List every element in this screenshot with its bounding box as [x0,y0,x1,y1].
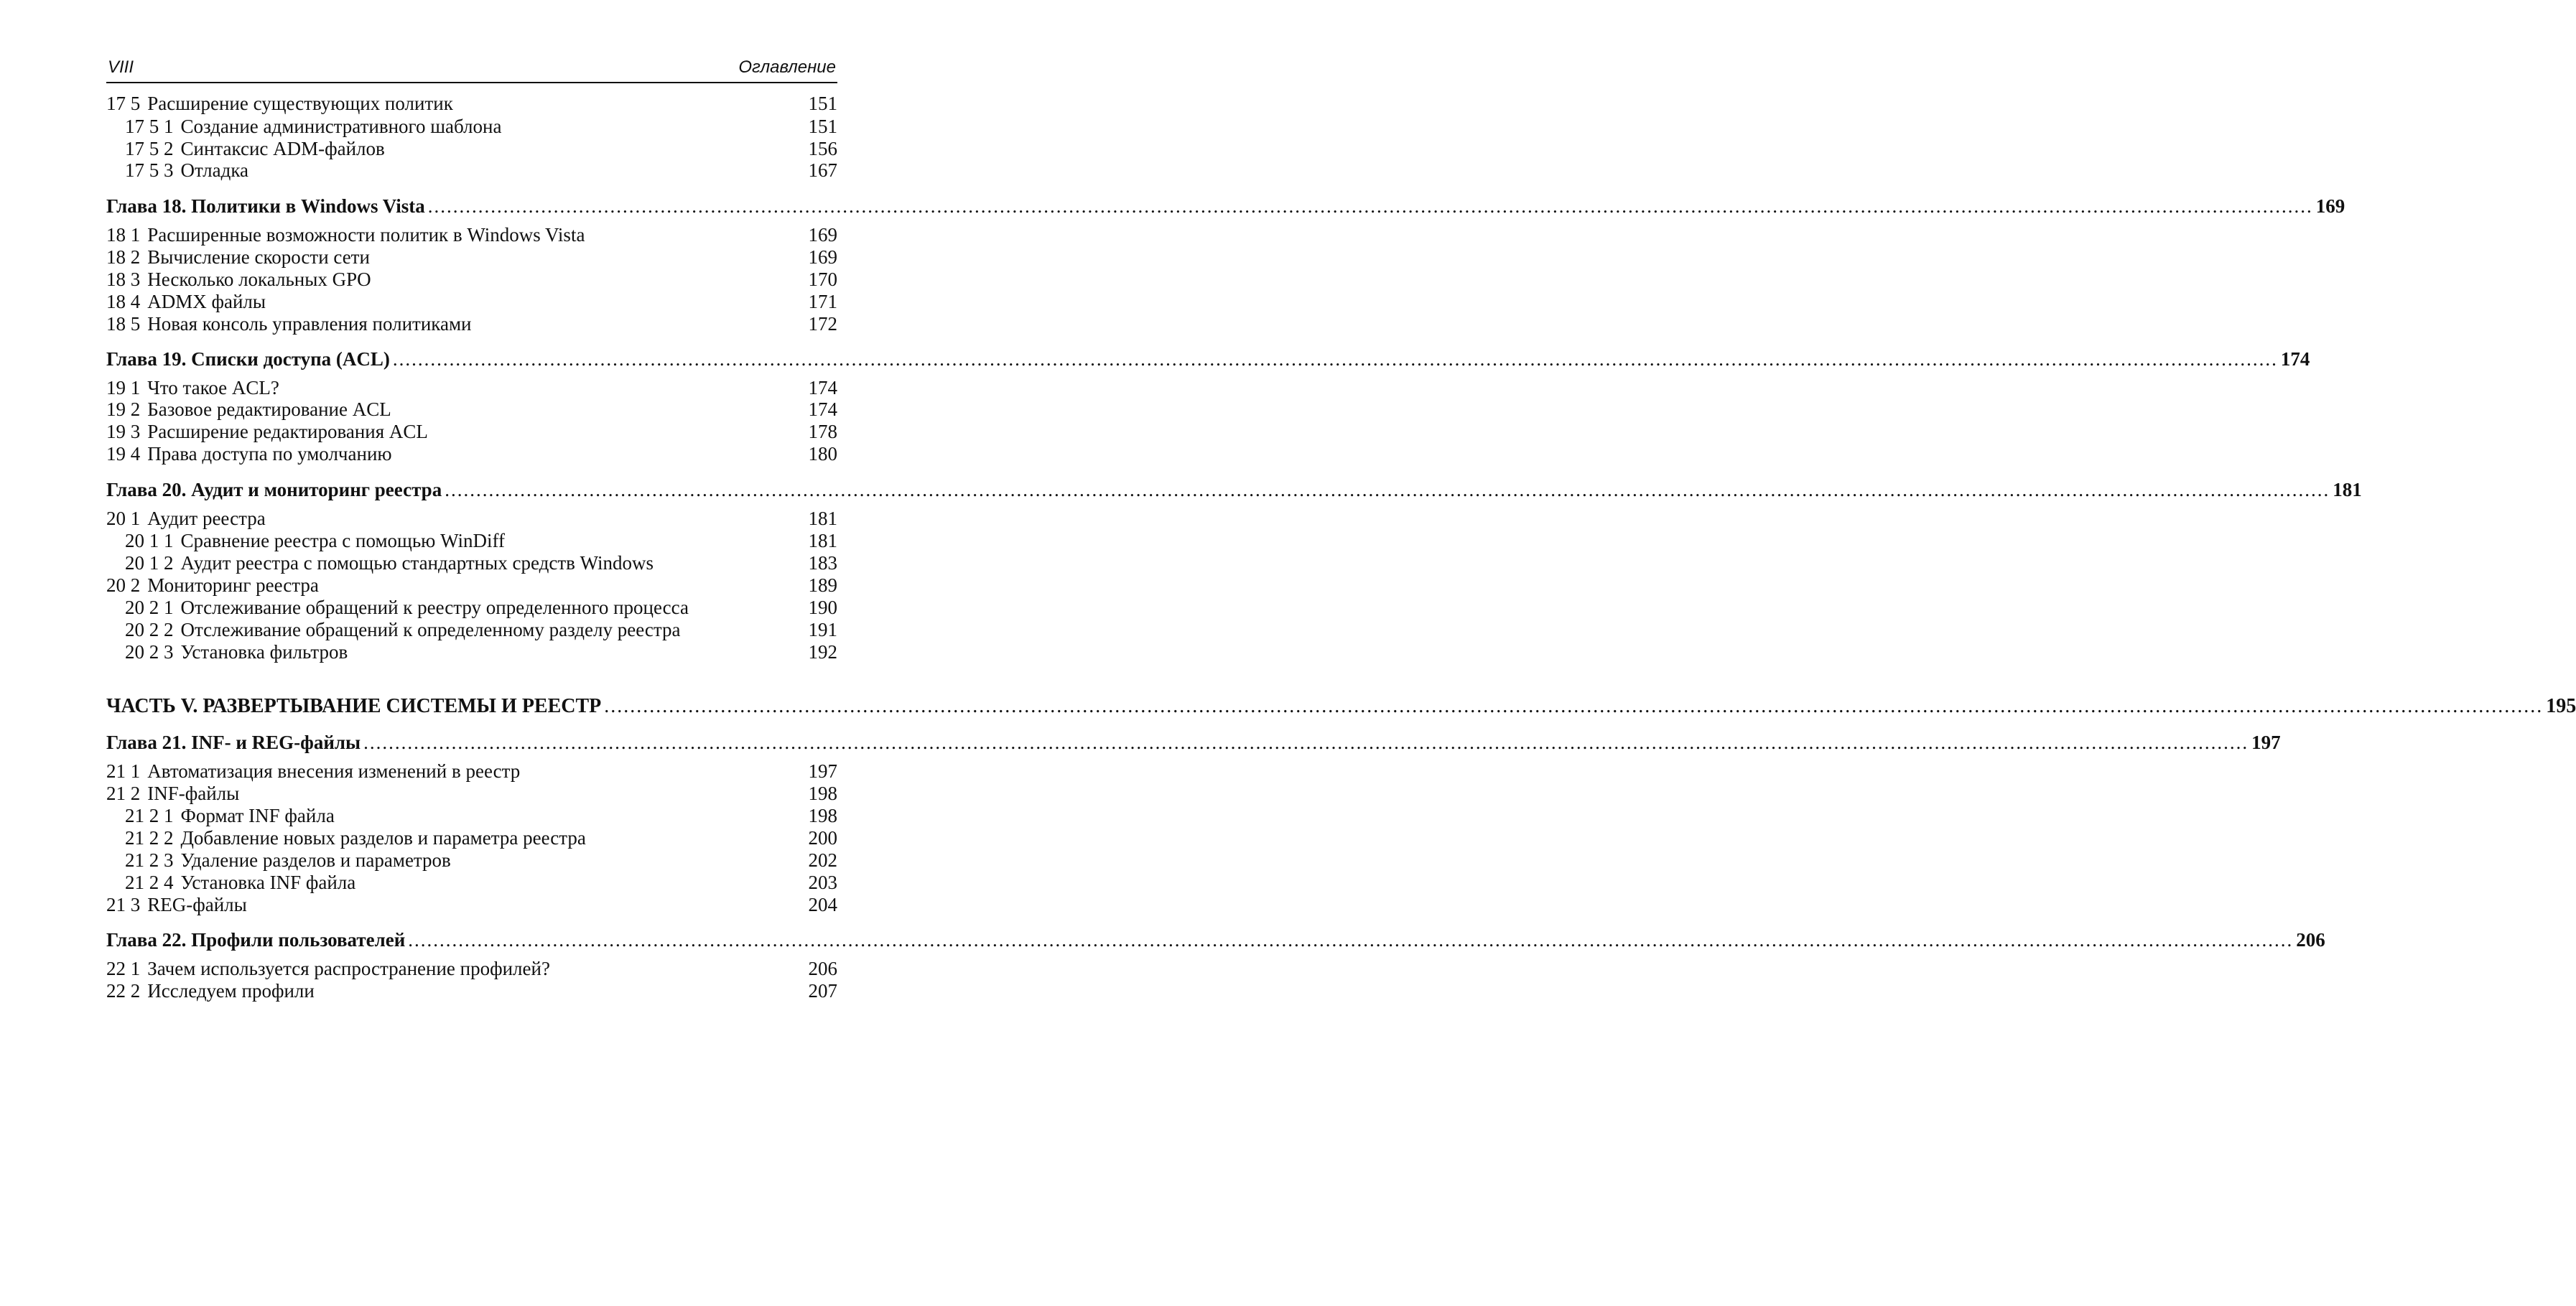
toc-entry-number: 17 5 2 [125,138,174,159]
toc-entry-number: 21 2 3 [125,849,174,871]
toc-entry-title: Мониторинг реестра [147,574,319,596]
toc-entry-title: Расширение редактирования ACL [147,421,428,442]
toc-entry-page: 156 [808,138,837,159]
toc-entry-page: 191 [808,619,837,640]
toc-entry-number: 20 2 [106,574,141,596]
dot-leader: ............................................................................................................................................................................................................................................................................................................ [604,695,2544,717]
toc-entry-page: 183 [808,552,837,574]
toc-subsection [125,639,837,665]
toc-entry-number: 21 1 [106,760,141,782]
toc-entry-number: 18 3 [106,269,141,290]
toc-entry-title: Зачем используется распространение профилей? [147,958,550,979]
toc-leader-line [106,729,2281,755]
toc-section [106,978,837,1004]
toc-entry-page: 197 [808,760,837,782]
toc-entry-page: 174 [808,398,837,420]
toc-entry-title: Глава 19. Списки доступа (ACL) [106,348,390,370]
toc-entry-page: 169 [808,224,837,246]
toc-entry-title: ADMX файлы [147,291,266,312]
toc-section [106,90,837,116]
toc-entry-page: 192 [808,641,837,663]
toc-chapter-heading [106,729,2281,755]
toc-entry-number: 21 3 [106,894,141,915]
toc-entry-number: 17 5 1 [125,116,174,137]
toc-entry-title: Вычисление скорости сети [147,246,370,268]
toc-entry-title: Синтаксис ADM-файлов [180,138,385,159]
toc-leader-line [106,477,2362,503]
header-page-number: VIII [108,57,134,77]
toc-entry-title: REG-файлы [147,894,247,915]
toc-entry-number: 17 5 3 [125,159,174,181]
toc-entry-page: 151 [808,93,837,114]
toc-entry-number: 20 1 2 [125,552,174,574]
toc-chapter-heading [106,477,2362,503]
toc-entry-page: 207 [808,980,837,1002]
running-header [106,56,837,83]
toc-leader-line [106,193,2345,219]
toc-entry-number: 21 2 2 [125,827,174,849]
toc-entry-title: Права доступа по умолчанию [147,443,392,465]
toc-entry-title: Создание административного шаблона [180,116,502,137]
toc-entry-title: Аудит реестра [147,508,266,529]
toc-entry-number: 21 2 1 [125,805,174,826]
toc-section [106,441,837,467]
toc-entry-number: 22 2 [106,980,141,1002]
toc-entry-page: 198 [808,805,837,826]
toc-entry-title: Добавление новых разделов и параметра реестра [180,827,586,849]
toc-entry-number: 19 2 [106,398,141,420]
toc-entry-page: 202 [808,849,837,871]
toc-entry-number: 19 3 [106,421,141,442]
toc-entry-number: 21 2 [106,783,141,804]
toc-entry-title: ЧАСТЬ V. РАЗВЕРТЫВАНИЕ СИСТЕМЫ И РЕЕСТР [106,695,602,717]
toc-entry-title: INF-файлы [147,783,240,804]
toc-leader-line [106,694,2576,719]
toc-entry-page: 172 [808,313,837,335]
toc-entry-page: 170 [808,269,837,290]
toc-entry-title: Базовое редактирование ACL [147,398,391,420]
toc-entry-title: Расширение существующих политик [147,93,453,114]
toc-entry-title: Глава 21. INF- и REG-файлы [106,732,361,753]
toc-entry-page: 197 [2251,732,2281,753]
toc-entry-number: 20 2 2 [125,619,174,640]
toc-entry-page: 180 [808,443,837,465]
toc-entry-page: 198 [808,783,837,804]
dot-leader: ............................................................................................................................................................................................................................................................................................................ [408,929,2294,951]
toc-entry-title: Удаление разделов и параметров [180,849,451,871]
toc-entry-number: 22 1 [106,958,141,979]
dot-leader: ............................................................................................................................................................................................................................................................................................................ [363,732,2249,753]
toc-entry-page: 181 [808,508,837,529]
toc-entry-page: 151 [808,116,837,137]
toc-entry-page: 174 [808,377,837,398]
toc-entry-page: 169 [2315,195,2345,217]
toc-entry-number: 21 2 4 [125,872,174,893]
toc-chapter-heading [106,193,2345,219]
toc-section [106,892,837,918]
dot-leader: ............................................................................................................................................................................................................................................................................................................ [445,479,2330,500]
toc-entry-number: 20 2 3 [125,641,174,663]
toc-entry-number: 18 1 [106,224,141,246]
toc-entry-title: Аудит реестра с помощью стандартных средств Windows [180,552,654,574]
toc-entry-title: Отслеживание обращений к определенному разделу реестра [180,619,681,640]
toc-leader-line [106,346,2310,372]
toc-chapter-heading [106,346,2310,372]
toc-subsection [125,157,837,183]
toc-entry-page: 204 [808,894,837,915]
toc-entry-title: Глава 18. Политики в Windows Vista [106,195,425,217]
toc-entry-number: 18 5 [106,313,141,335]
toc-entry-title: Формат INF файла [180,805,335,826]
toc-entry-number: 20 1 1 [125,530,174,551]
toc-entry-title: Исследуем профили [147,980,315,1002]
toc-entry-page: 195 [2546,695,2576,717]
toc-entry-page: 174 [2280,348,2310,370]
toc-entry-page: 190 [808,597,837,618]
toc-entry-page: 203 [808,872,837,893]
toc-section [106,311,837,337]
toc-entry-page: 171 [808,291,837,312]
toc-entry-number: 18 2 [106,246,141,268]
toc-entry-number: 20 2 1 [125,597,174,618]
toc-entry-title: Сравнение реестра с помощью WinDiff [180,530,505,551]
header-section-title: Оглавление [738,57,836,77]
toc-entry-title: Установка фильтров [180,641,348,663]
toc-entry-title: Отслеживание обращений к реестру определенного процесса [180,597,689,618]
toc-entry-page: 167 [808,159,837,181]
toc-entry-number: 19 4 [106,443,141,465]
toc-entry-page: 200 [808,827,837,849]
toc-entry-page: 169 [808,246,837,268]
toc-entry-number: 17 5 [106,93,141,114]
toc-entry-page: 206 [808,958,837,979]
dot-leader: ............................................................................................................................................................................................................................................................................................................ [392,348,2278,370]
toc-entry-title: Глава 20. Аудит и мониторинг реестра [106,479,442,500]
toc-entry-title: Автоматизация внесения изменений в реестр [147,760,521,782]
toc-entry-title: Что такое ACL? [147,377,279,398]
toc-chapter-heading [106,927,2325,953]
toc-entry-title: Глава 22. Профили пользователей [106,929,406,951]
toc-entry-title: Установка INF файла [180,872,356,893]
toc-entry-title: Новая консоль управления политиками [147,313,472,335]
toc-entry-page: 206 [2296,929,2325,951]
toc-entry-number: 18 4 [106,291,141,312]
toc-entry-page: 189 [808,574,837,596]
toc-entry-title: Отладка [180,159,249,181]
toc-leader-line [106,927,2325,953]
toc-entry-title: Расширенные возможности политик в Windows Vista [147,224,585,246]
dot-leader: ............................................................................................................................................................................................................................................................................................................ [427,195,2313,217]
toc-entry-title: Несколько локальных GPO [147,269,371,290]
toc-entry-page: 181 [808,530,837,551]
toc-entry-page: 178 [808,421,837,442]
toc-entry-number: 19 1 [106,377,141,398]
toc-part-heading [106,694,2576,719]
toc-entry-number: 20 1 [106,508,141,529]
toc-entry-page: 181 [2333,479,2362,500]
